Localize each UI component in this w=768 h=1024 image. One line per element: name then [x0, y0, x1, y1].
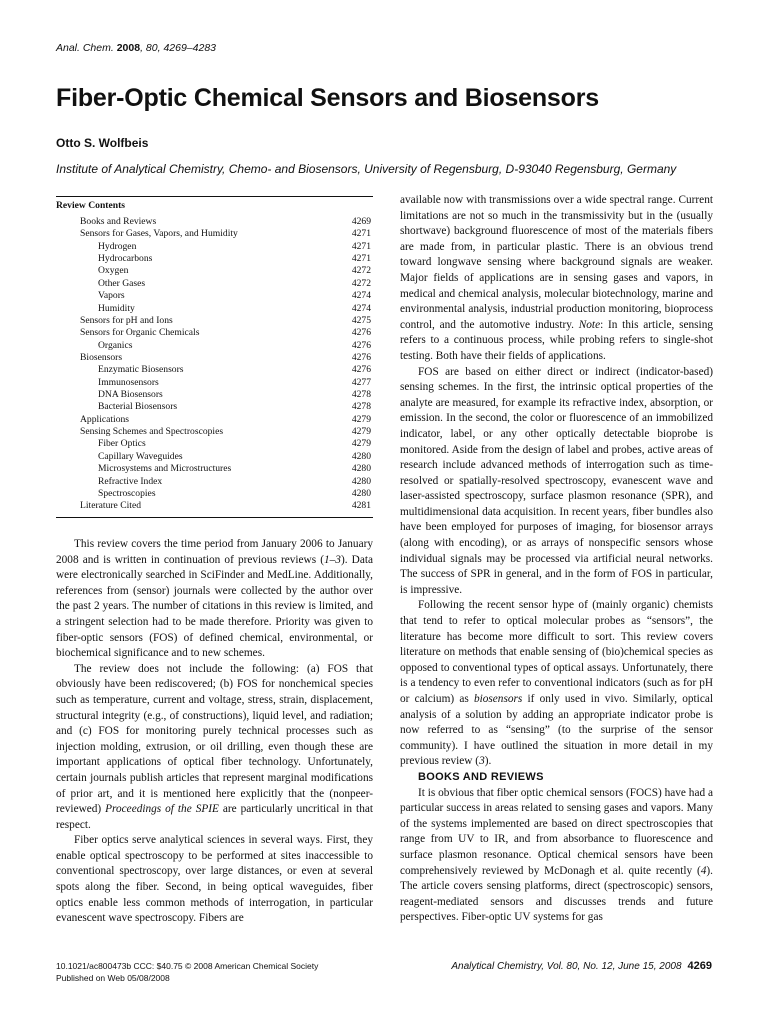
- toc-entry-page: 4280: [351, 463, 371, 475]
- toc-heading: Review Contents: [56, 200, 126, 211]
- toc-entry-label: Vapors: [98, 290, 125, 302]
- toc-entry-label: Biosensors: [80, 351, 123, 363]
- footer-left: [56, 960, 318, 984]
- toc-entry-label: Microsystems and Microstructures: [98, 463, 232, 475]
- toc-entry-label: Spectroscopies: [98, 487, 156, 499]
- toc-entry-page: 4271: [351, 228, 371, 240]
- paragraph: The review does not include the following: (a) FOS that obviously have been rediscovered; (b) FOS for nonchemical species such as temperature, current and voltage, stress, strain, displacement, structural integrity (e.g., of constructions), liquid level, and radiation; and (c) FOS for monitoring purely technical processes such as injection molding, extrusion, or oil drilling, even though these are important applications of optical fiber technology. Unfortunately, certain journals publish articles that represent marginal modifications of prior art, and it is mentioned here explicitly that the (nonpeer-reviewed) Proceedings of the SPIE are particularly uncritical in that respect.: [56, 662, 373, 831]
- toc-entry-label: Hydrogen: [98, 240, 137, 252]
- toc-entry-page: 4278: [351, 401, 371, 413]
- emphasis: biosensors: [473, 693, 523, 705]
- toc-entry: [56, 352, 373, 364]
- toc-entry: [56, 488, 373, 500]
- toc-entry: [56, 500, 373, 512]
- toc-entry-page: 4276: [351, 339, 371, 351]
- toc-entry-page: 4279: [351, 413, 371, 425]
- paragraph: Following the recent sensor hype of (mainly organic) chemists that tend to refer to optical molecular probes as “sensors”, the literature has become more difficult to sort. This review covers literature on methods that enable sensing of (bio)chemical species as opposed to conventional types of optical assays. Unfortunately, there is a tendency to even refer to conventional indicators (such as for pH or calcium) as biosensors if only used in vivo. Similarly, optical analysis of a solution by adding an appropriate indicator probe is now referred to as “sensing” (to the surprise of the sensor community). I have outlined the situation in more detail in my previous review (3).: [400, 599, 713, 768]
- journal-year: 2008: [116, 42, 141, 54]
- toc-entry: [56, 303, 373, 315]
- toc-entry: [56, 389, 373, 401]
- toc-entry: [56, 327, 373, 339]
- toc-entry: [56, 253, 373, 265]
- toc-entry-label: Immunosensors: [98, 376, 159, 388]
- toc-entry-page: 4274: [351, 302, 371, 314]
- toc-entry-page: 4277: [351, 376, 371, 388]
- toc-entry-page: 4279: [351, 426, 371, 438]
- toc-entry-label: Sensors for pH and Ions: [80, 314, 173, 326]
- toc-entry: [56, 377, 373, 389]
- emphasis: Proceedings of the SPIE: [105, 803, 219, 816]
- toc-entry-page: 4272: [351, 265, 371, 277]
- toc-entry-label: Oxygen: [98, 265, 129, 277]
- page-number: 4269: [687, 960, 712, 972]
- citation-ref: 3: [479, 755, 485, 768]
- toc-entry-page: 4279: [351, 438, 371, 450]
- citation-ref: 1–3: [324, 553, 341, 566]
- toc-entry: [56, 463, 373, 475]
- toc-entry: [56, 241, 373, 253]
- toc-entry: [56, 278, 373, 290]
- toc-list: [56, 216, 373, 518]
- toc-entry-page: 4275: [351, 314, 371, 326]
- section-heading: BOOKS AND REVIEWS: [418, 770, 544, 783]
- toc-entry-label: Capillary Waveguides: [98, 450, 183, 462]
- toc-entry-page: 4276: [351, 351, 371, 363]
- paragraph: It is obvious that fiber optic chemical sensors (FOCS) have had a particular success in areas related to sensing gases and vapors. Many of the systems implemented are based on direct spectroscopies that range from UV to IR, and from absorbance to fluorescence and surface plasmon resonance. Optical chemical sensors have been comprehensively reviewed by McDonagh et al. quite recently (4). The article covers sensing platforms, direct (spectroscopic) sensors, reagent-mediated sensors and discusses trends and future perspectives. Fiber-optic UV systems for gas: [400, 786, 713, 924]
- toc-entry-page: 4271: [351, 253, 371, 265]
- toc-entry-page: 4280: [351, 450, 371, 462]
- article-title: Fiber-Optic Chemical Sensors and Biosensors: [56, 84, 599, 112]
- review-contents: [56, 196, 373, 518]
- paragraph: Fiber optics serve analytical sciences in several ways. First, they enable optical spectroscopy to be performed at sites inaccessible to conventional spectroscopy, over large distances, or even at several spots along the fiber. Second, in being optical waveguides, fiber optics enable less common methods of interrogation, in particular evanescent wave spectroscopy. Fibers are: [56, 834, 373, 925]
- toc-entry: [56, 414, 373, 426]
- toc-entry-label: Literature Cited: [80, 500, 142, 512]
- published-date: Published on Web 05/08/2008: [56, 973, 170, 983]
- doi-line: 10.1021/ac800473b CCC: $40.75 © 2008 American Chemical Society: [56, 961, 319, 971]
- toc-entry: [56, 438, 373, 450]
- toc-entry-label: Books and Reviews: [80, 216, 157, 227]
- toc-entry-label: Enzymatic Biosensors: [98, 364, 184, 376]
- toc-entry-label: Refractive Index: [98, 475, 163, 487]
- toc-entry: [56, 340, 373, 352]
- toc-entry-label: Bacterial Biosensors: [98, 401, 178, 413]
- toc-entry-page: 4280: [351, 487, 371, 499]
- toc-entry: [56, 216, 373, 228]
- journal-pages: 4269–4283: [163, 42, 216, 54]
- toc-entry-page: 4274: [351, 290, 371, 302]
- footer-right: [451, 960, 712, 972]
- right-column: [400, 193, 713, 926]
- toc-entry-label: Hydrocarbons: [98, 253, 153, 265]
- toc-entry-label: DNA Biosensors: [98, 389, 163, 401]
- toc-entry-page: 4276: [351, 364, 371, 376]
- toc-entry-label: Humidity: [98, 302, 135, 314]
- toc-entry-page: 4272: [351, 277, 371, 289]
- toc-entry-label: Applications: [80, 413, 130, 425]
- left-column: [56, 537, 373, 927]
- paragraph: This review covers the time period from January 2006 to January 2008 and is written in continuation of previous reviews (1–3). Data were electronically searched in SciFinder and MedLine. Additionally, references from (sensor) journals were collected by the author over the past 2 years. The number of citations in this review is limited, and a stringent selection had to be made therefore. Priority was given to fiber-optic sensors (FOS) of defined chemical, environmental, or biochemical significance and to new schemes.: [56, 538, 373, 660]
- toc-entry-page: 4278: [351, 389, 371, 401]
- note-label: Note: [578, 318, 601, 331]
- journal-issue-info: Analytical Chemistry, Vol. 80, No. 12, June 15, 2008: [451, 961, 682, 972]
- toc-entry-label: Organics: [98, 339, 133, 351]
- toc-entry: [56, 476, 373, 488]
- toc-entry-page: 4280: [351, 475, 371, 487]
- citation-ref: 4: [700, 864, 707, 877]
- toc-entry-label: Sensors for Organic Chemicals: [80, 327, 200, 339]
- toc-entry: [56, 451, 373, 463]
- journal-citation: Anal. Chem. 2008, 80, 4269–4283: [56, 42, 216, 54]
- toc-entry-label: Sensing Schemes and Spectroscopies: [80, 426, 224, 438]
- toc-entry: [56, 290, 373, 302]
- toc-entry-label: Other Gases: [98, 277, 146, 289]
- toc-entry-page: 4269: [351, 216, 371, 227]
- toc-entry-label: Fiber Optics: [98, 438, 146, 450]
- toc-entry-page: 4281: [351, 500, 371, 512]
- journal-name: Anal. Chem.: [56, 42, 114, 54]
- author-affiliation: Institute of Analytical Chemistry, Chemo- and Biosensors, University of Regensburg, D-93040 Regensburg, Germany: [56, 162, 677, 176]
- toc-entry: [56, 426, 373, 438]
- toc-entry-page: 4276: [351, 327, 371, 339]
- toc-entry: [56, 228, 373, 240]
- toc-entry: [56, 315, 373, 327]
- author-name: Otto S. Wolfbeis: [56, 136, 149, 150]
- journal-volume: 80: [145, 42, 158, 54]
- toc-entry-page: 4271: [351, 240, 371, 252]
- toc-entry: [56, 364, 373, 376]
- toc-entry: [56, 401, 373, 413]
- toc-entry: [56, 265, 373, 277]
- paragraph: available now with transmissions over a wide spectral range. Current limitations are not so much in the transmissivity but in the (usually shortwave) background fluorescence of most of the materials fibers are made from, in particular plastic. There is an obvious trend toward longwave sensing where background signals are weaker. Major fields of applications are in sensing gases and vapors, in medical and chemical analysis, molecular biotechnology, marine and environmental analysis, industrial production monitoring, bioprocess control, and the automotive industry. Note: In this article, sensing refers to a continuous process, while probing refers to single-shot testing. Both have their fields of applications.: [400, 194, 713, 362]
- toc-entry-label: Sensors for Gases, Vapors, and Humidity: [80, 228, 238, 240]
- paragraph: FOS are based on either direct or indirect (indicator-based) sensing schemes. In the first, the intrinsic optical properties of the analyte are measured, for example its refractive index, absorption, or emission. In the second, the color or fluorescence of an immobilized indicator, label, or any other optically detectable bioprobe is monitored. Aside from the design of label and probes, active areas of research include advanced methods of interrogation such as time-resolved or spatially-resolved spectroscopy, evanescent wave and laser-assisted spectroscopy, surface plasmon resonance (SPR), and multidimensional data acquisition. In recent years, fiber bundles also have been employed for purposes of imaging, for biosensor arrays (along with encoding), or as arrays of nonspecific sensors whose individual signals may be processed via artificial neural networks. The success of SPR in general, and in the form of FOS in particular, is impressive.: [400, 365, 713, 596]
